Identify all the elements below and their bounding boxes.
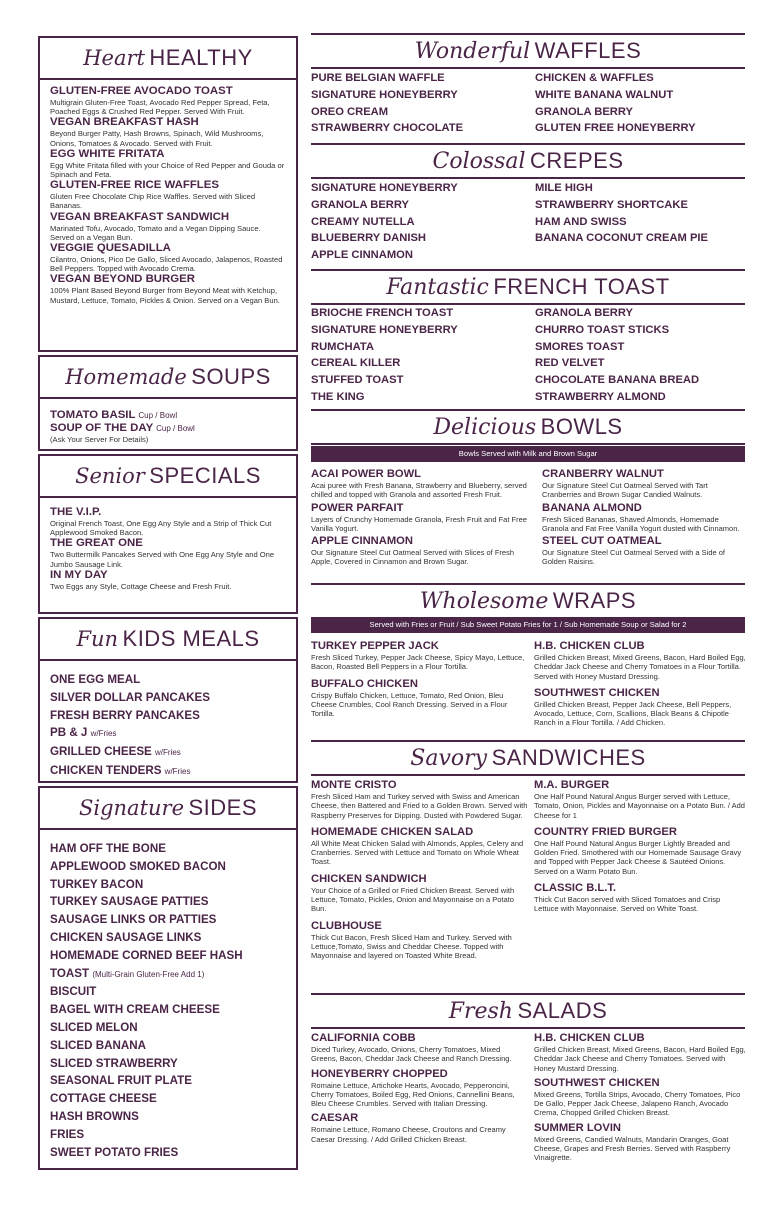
menu-item: GLUTEN FREE HONEYBERRY — [535, 122, 696, 135]
menu-item: BANANA ALMOND Fresh Sliced Bananas, Shaved Almonds, Homemade Granola and Fat Free Vanilla Yogurt dusted with Cinnamon. — [542, 501, 740, 533]
heart-list — [40, 80, 296, 305]
menu-item: CAESAR Romaine Lettuce, Romano Cheese, Croutons and Creamy Caesar Dressing. / Add Grilled Chicken Breast. — [311, 1112, 506, 1144]
menu-item: PB & J w/Fries — [50, 726, 117, 740]
menu-item: THE GREAT ONE Two Buttermilk Pancakes Served with One Egg Any Style and One Jumbo Sausage Link. — [50, 537, 275, 569]
menu-item: FRIES — [50, 1127, 85, 1141]
menu-item: SAUSAGE LINKS OR PATTIES — [50, 913, 217, 927]
sandwiches-header: Savory SANDWICHES — [311, 740, 745, 776]
soup-footnote: (Ask Your Server For Details) — [50, 435, 149, 444]
menu-item: IN MY DAY Two Eggs any Style, Cottage Cheese and Fresh Fruit. — [50, 568, 232, 591]
signature-sides-section — [38, 786, 298, 1170]
menu-item: GRANOLA BERRY — [535, 105, 633, 118]
senior-specials-section — [38, 454, 298, 614]
menu-item: M.A. BURGER One Half Pound Natural Angus Burger served with Lettuce, Tomato, Onion, Pickles and Mayonnaise on a Potato Bun. / Add Cheese for 1 — [534, 779, 745, 820]
sandwiches-right — [534, 777, 746, 914]
wraps-header: Wholesome WRAPS — [311, 583, 745, 619]
menu-item: BISCUIT — [50, 985, 97, 999]
menu-item: HOMEMADE CORNED BEEF HASH — [50, 948, 243, 962]
sandwiches-left — [311, 777, 529, 961]
menu-item: STRAWBERRY CHOCOLATE — [311, 122, 464, 135]
menu-item: STUFFED TOAST — [311, 374, 404, 387]
menu-item: CRANBERRY WALNUT Our Signature Steel Cut Oatmeal Served with Tart Cranberries and Brown Sugar Candied Walnuts. — [542, 468, 708, 500]
menu-item: H.B. CHICKEN CLUB Grilled Chicken Breast, Mixed Greens, Bacon, Hard Boiled Egg, Cheddar Jack Cheese and Cherry Tomatoes. Served with Honey Mustard Dressing. — [534, 1032, 746, 1073]
menu-item: POWER PARFAIT Layers of Crunchy Homemade Granola, Fresh Fruit and Fat Free Vanilla Yogurt. — [311, 501, 527, 533]
menu-item: BLUEBERRY DANISH — [311, 232, 426, 245]
menu-item: VEGAN BREAKFAST SANDWICH Marinated Tofu, Avocado, Tomato and a Vegan Dipping Sauce. Served on a Vegan Bun. — [50, 210, 261, 242]
menu-item: TURKEY BACON — [50, 877, 144, 891]
wraps-left — [311, 638, 529, 718]
menu-item: STRAWBERRY ALMOND — [535, 390, 666, 403]
menu-item: SOUTHWEST CHICKEN Grilled Chicken Breast, Pepper Jack Cheese, Bell Peppers, Avocado, Lettuce, Corn, Scallions, Black Beans & Chipotle Ranch in a Flour Tortilla. / Add Chicken. — [534, 686, 732, 728]
wraps-banner: Served with Fries or Fruit / Sub Sweet Potato Fries for 1 / Sub Homemade Soup or Salad for 2 — [311, 617, 745, 633]
menu-item: BRIOCHE FRENCH TOAST — [311, 307, 454, 319]
menu-item: TOAST (Multi-Grain Gluten-Free Add 1) — [50, 966, 205, 980]
menu-item: SUMMER LOVIN Mixed Greens, Candied Walnuts, Mandarin Oranges, Goat Cheese, Grapes and Fresh Berries. Served with Raspberry Vinaigrette. — [534, 1121, 731, 1163]
menu-item: MILE HIGH — [535, 182, 593, 194]
section-header: Heart HEALTHY — [40, 38, 296, 80]
menu-item: PURE BELGIAN WAFFLE — [311, 72, 445, 84]
menu-item: HONEYBERRY CHOPPED Romaine Lettuce, Artichoke Hearts, Avocado, Pepperoncini, Cherry Tomatoes, Boiled Egg, Red Onions, Cannellini Beans, Bleu Cheese Crumbles. Served with Italian Dressing. — [311, 1067, 515, 1109]
section-header: Senior SPECIALS — [40, 456, 296, 498]
menu-item: THE KING — [311, 390, 365, 403]
menu-item: BANANA COCONUT CREAM PIE — [535, 232, 708, 245]
french-toast-list — [311, 305, 745, 406]
bowls-header: Delicious BOWLS — [311, 409, 745, 445]
bowls-left — [311, 466, 529, 567]
menu-item: STEEL CUT OATMEAL Our Signature Steel Cut Oatmeal Served with a Side of Golden Raisins. — [542, 535, 726, 567]
menu-item: GLUTEN-FREE AVOCADO TOAST Multigrain Gluten-Free Toast, Avocado Red Pepper Spread, Feta, Poached Eggs & Crushed Red Pepper. Served With Fruit. — [50, 85, 270, 117]
menu-item: ACAI POWER BOWL Acai puree with Fresh Banana, Strawberry and Blueberry, served chilled and topped with Granola and assorted Fresh Fruit. — [311, 468, 527, 500]
menu-item: WHITE BANANA WALNUT — [535, 88, 674, 101]
menu-item: SMORES TOAST — [535, 340, 625, 353]
menu-item: CHICKEN SANDWICH Your Choice of a Grilled or Fried Chicken Breast. Served with Lettuce, Tomato, Pickles, Onion and Mayonnaise on a Potato Bun. — [311, 872, 515, 914]
menu-item: GLUTEN-FREE RICE WAFFLES Gluten Free Chocolate Chip Rice Waffles. Served with Sliced Bananas. — [50, 179, 256, 211]
kids-meals-section — [38, 617, 298, 783]
section-header: Signature SIDES — [40, 788, 296, 830]
crepes-header: Colossal CREPES — [311, 143, 745, 179]
menu-item: EGG WHITE FRITATA Egg White Fritata filled with your Choice of Red Pepper and Gouda or Spinach and Feta. — [50, 147, 285, 180]
menu-item: HOMEMADE CHICKEN SALAD All White Meat Chicken Salad with Almonds, Apples, Celery and Cranberries. Served with Lettuce and Tomato on Whole Wheat Toast. — [311, 825, 524, 867]
salads-right — [534, 1030, 748, 1163]
wraps-right — [534, 638, 746, 728]
menu-item: FRESH BERRY PANCAKES — [50, 708, 200, 722]
menu-item: CEREAL KILLER — [311, 357, 401, 370]
menu-item: SIGNATURE HONEYBERRY — [311, 88, 458, 101]
menu-item: SLICED STRAWBERRY — [50, 1056, 178, 1070]
menu-item: SILVER DOLLAR PANCAKES — [50, 690, 210, 704]
menu-item: RED VELVET — [535, 357, 605, 370]
menu-item: CREAMY NUTELLA — [311, 215, 415, 228]
crepes-list — [311, 180, 745, 264]
menu-item: CLASSIC B.L.T. Thick Cut Bacon served with Sliced Tomatoes and Crisp Lettuce with Mayonnaise. Served on White Toast. — [534, 882, 721, 914]
soups-section — [38, 355, 298, 451]
menu-item: BUFFALO CHICKEN Crispy Buffalo Chicken, Lettuce, Tomato, Red Onion, Bleu Cheese Crumbles, Cool Ranch Dressing. Served in a Flour Tortilla. — [311, 677, 508, 719]
menu-item: SOUTHWEST CHICKEN Mixed Greens, Tortilla Strips, Avocado, Cherry Tomatoes, Pico De Gallo, Pepper Jack Cheese, Jalapeno Ranch, Avocado Crema, Chopped Grilled Chicken Breast. — [534, 1076, 741, 1118]
menu-item: CHOCOLATE BANANA BREAD — [535, 374, 700, 387]
menu-item: HAM AND SWISS — [535, 215, 627, 228]
menu-item: GRANOLA BERRY — [311, 198, 409, 211]
waffles-list — [311, 70, 745, 137]
menu-item: CLUBHOUSE Thick Cut Bacon, Fresh Sliced Ham and Turkey. Served with Lettuce,Tomato, Swiss and Cheddar Cheese. Topped with Mayonnaise and layered on Toasted White Bread. — [311, 919, 512, 961]
french-toast-header: Fantastic FRENCH TOAST — [311, 269, 745, 305]
section-header: Homemade SOUPS — [40, 357, 296, 399]
salads-left — [311, 1030, 529, 1144]
section-header: Fun KIDS MEALS — [40, 619, 296, 661]
heart-healthy-section — [38, 36, 298, 352]
menu-item: VEGAN BEYOND BURGER 100% Plant Based Beyond Burger from Beyond Meat with Ketchup, Mustard, Lettuce, Tomato, Pickles & Onion. Served on a Vegan Bun. — [50, 273, 280, 305]
menu-item: MONTE CRISTO Fresh Sliced Ham and Turkey served with Swiss and American Cheese, then Battered and Fried to a Golden Brown. Served with Raspberry Preserves for Dipping. Dusted with Powdered Sugar. — [311, 779, 528, 820]
menu-item: SOUP OF THE DAY Cup / Bowl — [50, 422, 195, 434]
menu-item: CHICKEN SAUSAGE LINKS — [50, 930, 202, 944]
menu-item: SIGNATURE HONEYBERRY — [311, 323, 458, 336]
menu-item: CALIFORNIA COBB Diced Turkey, Avocado, Onions, Cherry Tomatoes, Mixed Greens, Bacon, Cheddar Jack Cheese and Ranch Dressing. — [311, 1032, 512, 1064]
salads-header: Fresh SALADS — [311, 993, 745, 1029]
waffles-header: Wonderful WAFFLES — [311, 33, 745, 69]
menu-item: SLICED BANANA — [50, 1038, 146, 1052]
menu-item: OREO CREAM — [311, 105, 389, 118]
menu-item: GRANOLA BERRY — [535, 307, 633, 319]
menu-item: COTTAGE CHEESE — [50, 1092, 157, 1106]
menu-item: SIGNATURE HONEYBERRY — [311, 182, 458, 194]
menu-item: TURKEY PEPPER JACK Fresh Sliced Turkey, Pepper Jack Cheese, Spicy Mayo, Lettuce, Bacon, Roasted Bell Peppers in a Flour Tortilla. — [311, 640, 525, 672]
menu-item: ONE EGG MEAL — [50, 673, 141, 686]
menu-item: SLICED MELON — [50, 1020, 138, 1034]
menu-item: TOMATO BASIL Cup / Bowl — [50, 409, 178, 421]
menu-item: BAGEL WITH CREAM CHEESE — [50, 1003, 220, 1017]
menu-item: HASH BROWNS — [50, 1109, 139, 1123]
menu-item: TURKEY SAUSAGE PATTIES — [50, 895, 209, 909]
menu-item: APPLE CINNAMON — [311, 249, 413, 262]
menu-item: APPLE CINNAMON Our Signature Steel Cut Oatmeal Served with Slices of Fresh Apple, Covered in Cinnamon and Brown Sugar. — [311, 535, 515, 567]
menu-item: COUNTRY FRIED BURGER One Half Pound Natural Angus Burger Lightly Breaded and Golden Fried. Smothered with our Homemade Sausage Gravy and Topped with Pepper Jack Cheese & Sautéed Onions. Served on a Warm Potato Bun. — [534, 825, 742, 876]
menu-item: VEGGIE QUESADILLA Cilantro, Onions, Pico De Gallo, Sliced Avocado, Jalapenos, Roasted Bell Peppers. Topped with Avocado Crema. — [50, 242, 283, 274]
menu-item: APPLEWOOD SMOKED BACON — [50, 859, 226, 873]
bowls-banner: Bowls Served with Milk and Brown Sugar — [311, 446, 745, 462]
menu-item: CHICKEN & WAFFLES — [535, 72, 654, 84]
menu-item: SEASONAL FRUIT PLATE — [50, 1074, 192, 1088]
menu-item: THE V.I.P. Original French Toast, One Egg Any Style and a Strip of Thick Cut Applewood Smoked Bacon. — [50, 506, 272, 538]
menu-item: VEGAN BREAKFAST HASH Beyond Burger Patty, Hash Browns, Spinach, Wild Mushrooms, Onions, Tomatoes & Avocado. Served with Fruit. — [50, 116, 264, 148]
menu-item: HAM OFF THE BONE — [50, 842, 166, 855]
menu-item: CHURRO TOAST STICKS — [535, 323, 670, 336]
menu-item: STRAWBERRY SHORTCAKE — [535, 198, 688, 211]
bowls-right — [542, 466, 747, 567]
menu-item: CHICKEN TENDERS w/Fries — [50, 763, 191, 777]
menu-item: GRILLED CHEESE w/Fries — [50, 745, 181, 759]
menu-item: RUMCHATA — [311, 340, 374, 353]
menu-item: SWEET POTATO FRIES — [50, 1145, 179, 1159]
menu-item: H.B. CHICKEN CLUB Grilled Chicken Breast, Mixed Greens, Bacon, Hard Boiled Egg, Cheddar Jack Cheese and Cherry Tomatoes in a Flour Tortilla. Served with Honey Mustard Dressing. — [534, 640, 746, 681]
